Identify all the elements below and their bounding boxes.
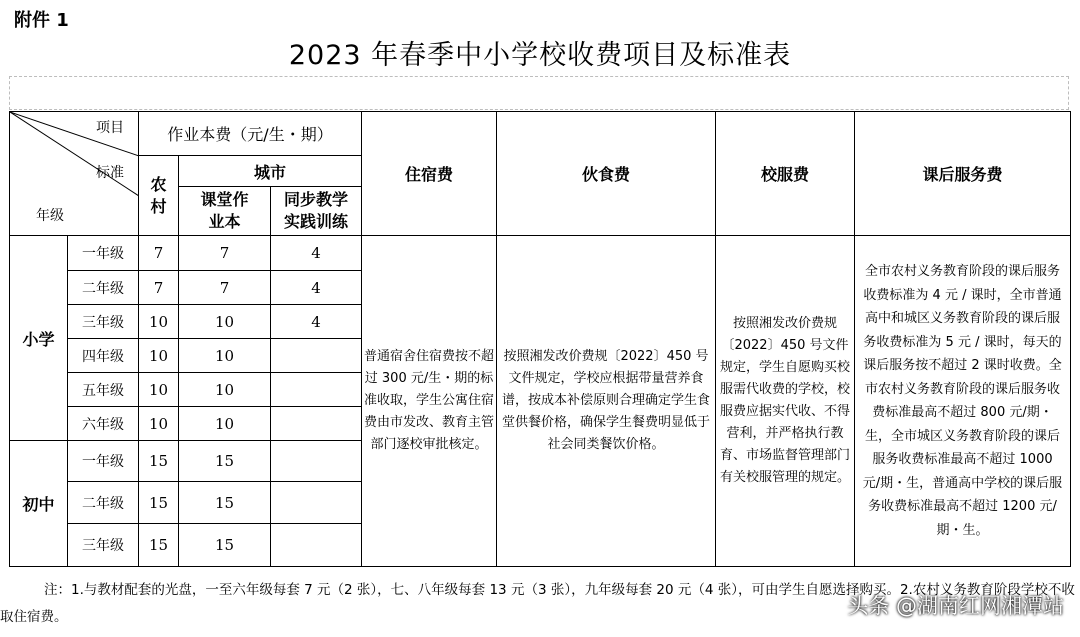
rural-header: 农村 [139, 156, 179, 236]
corner-grade-label: 年级 [36, 208, 64, 224]
classroom-fee-cell: 10 [179, 407, 271, 441]
classroom-fee-cell: 7 [179, 271, 271, 305]
grade-cell: 一年级 [68, 441, 139, 482]
sync-fee-cell: 4 [271, 305, 362, 339]
lodging-description: 普通宿舍住宿费按不超过 300 元/生・期的标准收取，学生公寓住宿费由市发改、教育主管部门逐校审批核定。 [362, 236, 497, 567]
corner-item-label: 项目 [96, 120, 124, 136]
rural-fee-cell: 10 [139, 407, 179, 441]
classroom-fee-cell: 15 [179, 524, 271, 567]
classroom-fee-cell: 15 [179, 441, 271, 482]
sync-fee-cell [271, 373, 362, 407]
grade-cell: 四年级 [68, 339, 139, 373]
classroom-fee-cell: 10 [179, 339, 271, 373]
rural-fee-cell: 15 [139, 482, 179, 524]
sync-fee-cell [271, 482, 362, 524]
source-watermark: 头条 @湖南红网湘潭站 [847, 594, 1064, 618]
sync-practice-header: 同步教学实践训练 [271, 187, 362, 236]
classroom-fee-cell: 7 [179, 236, 271, 271]
sync-fee-cell: 4 [271, 271, 362, 305]
sync-fee-cell [271, 524, 362, 567]
grade-cell: 二年级 [68, 271, 139, 305]
afterschool-description: 全市农村义务教育阶段的课后服务收费标准为 4 元 / 课时，全市普通高中和城区义务教育阶段的课后服务收费标准为 5 元 / 课时，每天的课后服务按不超过 2 课时收费。全市农村义务教育阶段的课后服务收费标准最高不超过 800 元/期・生，全市城区义务教育阶段的课后服务收费标准最高不超过 1000 元/期・生，普通高中学校的课后服务收费标准最高不超过 1200 元/期・生。 [855, 236, 1071, 567]
classroom-fee-cell: 15 [179, 482, 271, 524]
meal-description: 按照湘发改价费规〔2022〕450 号文件规定，学校应根据带量营养食谱，按成本补偿原则合理确定学生食堂供餐价格，确保学生餐费明显低于社会同类餐饮价格。 [497, 236, 716, 567]
meal-fee-header: 伙食费 [497, 112, 716, 236]
grade-cell: 三年级 [68, 305, 139, 339]
page-title: 2023 年春季中小学校收费项目及标准表 [288, 40, 792, 71]
footnote: 注：1.与教材配套的光盘，一至六年级每套 7 元（2 张），七、八年级每套 13 元（3 张），九年级每套 20 元（4 张），可由学生自愿选择购买。2.农村义务教育阶段学校不收取住宿费。 [0, 582, 1075, 625]
workbook-fee-header: 作业本费（元/生・期） [139, 112, 362, 156]
sync-fee-cell: 4 [271, 236, 362, 271]
rural-fee-cell: 15 [139, 524, 179, 567]
level-junior: 初中 [10, 441, 68, 567]
rural-fee-cell: 10 [139, 305, 179, 339]
grade-cell: 三年级 [68, 524, 139, 567]
classroom-workbook-header: 课堂作业本 [179, 187, 271, 236]
level-primary: 小学 [10, 236, 68, 441]
grade-cell: 一年级 [68, 236, 139, 271]
rural-fee-cell: 10 [139, 339, 179, 373]
sync-fee-cell [271, 407, 362, 441]
afterschool-fee-header: 课后服务费 [855, 112, 1071, 236]
classroom-fee-cell: 10 [179, 373, 271, 407]
classroom-fee-cell: 10 [179, 305, 271, 339]
grade-cell: 五年级 [68, 373, 139, 407]
rural-fee-cell: 15 [139, 441, 179, 482]
corner-header-cell [10, 112, 139, 236]
city-header: 城市 [179, 156, 362, 187]
attachment-label: 附件 1 [14, 10, 69, 31]
grade-cell: 六年级 [68, 407, 139, 441]
uniform-fee-header: 校服费 [716, 112, 855, 236]
corner-standard-label: 标准 [96, 165, 124, 181]
rural-fee-cell: 10 [139, 373, 179, 407]
rural-fee-cell: 7 [139, 271, 179, 305]
blank-bar [9, 76, 1069, 110]
rural-fee-cell: 7 [139, 236, 179, 271]
uniform-description: 按照湘发改价费规〔2022〕450 号文件规定，学生自愿购买校服需代收费的学校，校服费应据实代收、不得营利，并严格执行教育、市场监督管理部门有关校服管理的规定。 [716, 236, 855, 567]
sync-fee-cell [271, 339, 362, 373]
grade-cell: 二年级 [68, 482, 139, 524]
sync-fee-cell [271, 441, 362, 482]
fee-table [9, 111, 1071, 567]
lodging-fee-header: 住宿费 [362, 112, 497, 236]
